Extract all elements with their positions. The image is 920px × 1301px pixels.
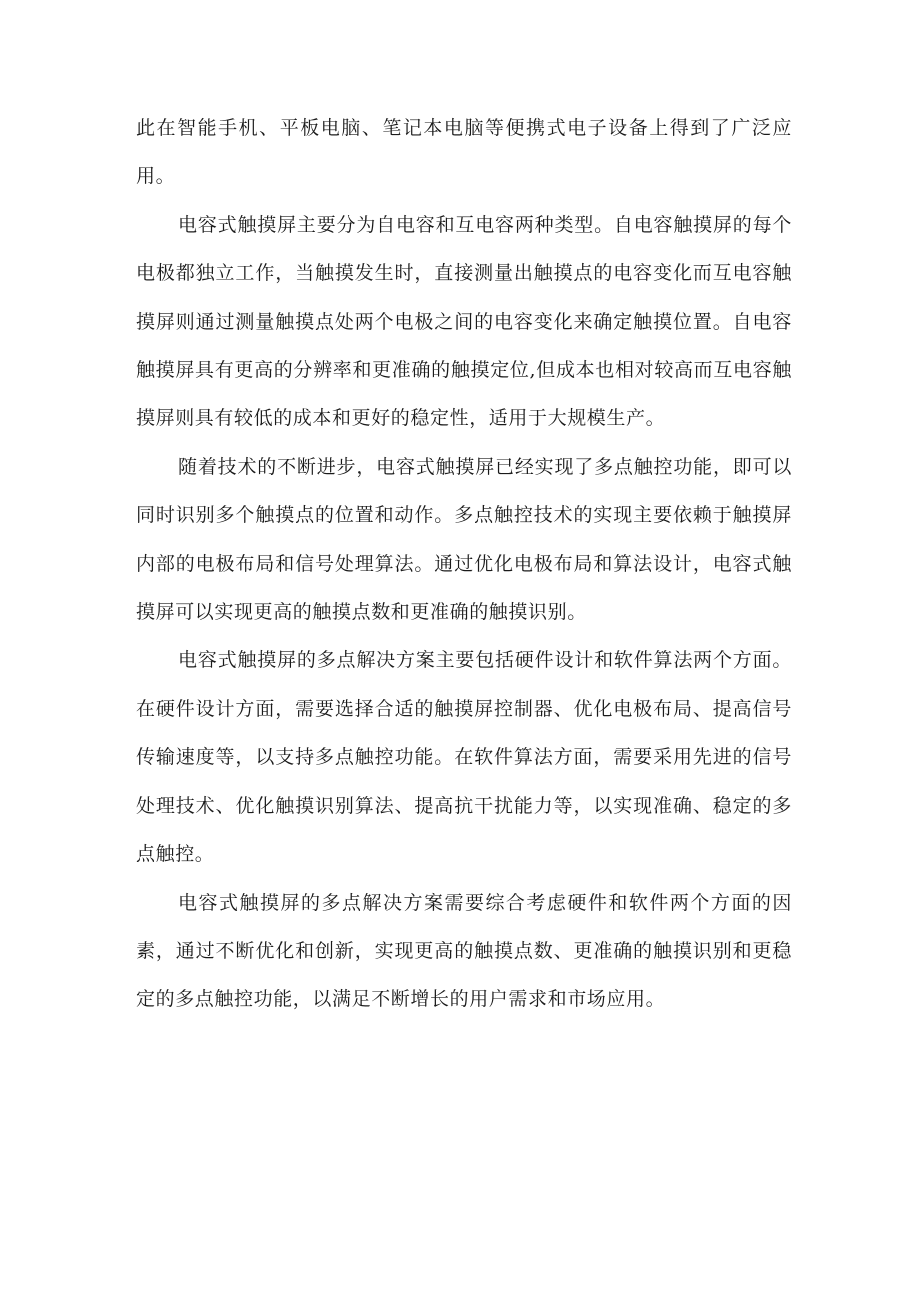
paragraph-1: 此在智能手机、平板电脑、笔记本电脑等便携式电子设备上得到了广泛应用。	[136, 117, 792, 188]
document-body	[136, 104, 792, 1024]
paragraph-2: 电容式触摸屏主要分为自电容和互电容两种类型。自电容触摸屏的每个电极都独立工作，当触摸发生时，直接测量出触摸点的电容变化而互电容触摸屏则通过测量触摸点处两个电极之间的电容变化来确定触摸位置。自电容触摸屏具有更高的分辨率和更准确的触摸定位,但成本也相对较高而互电容触摸屏则具有较低的成本和更好的稳定性，适用于大规模生产。	[136, 213, 792, 430]
paragraph-4: 电容式触摸屏的多点解决方案主要包括硬件设计和软件算法两个方面。在硬件设计方面，需要选择合适的触摸屏控制器、优化电极布局、提高信号传输速度等，以支持多点触控功能。在软件算法方面，需要采用先进的信号处理技术、优化触摸识别算法、提高抗干扰能力等，以实现准确、稳定的多点触控。	[136, 649, 792, 866]
paragraph-5: 电容式触摸屏的多点解决方案需要综合考虑硬件和软件两个方面的因素，通过不断优化和创新，实现更高的触摸点数、更准确的触摸识别和更稳定的多点触控功能，以满足不断增长的用户需求和市场应用。	[136, 891, 792, 1011]
paragraph-3: 随着技术的不断进步，电容式触摸屏已经实现了多点触控功能，即可以同时识别多个触摸点的位置和动作。多点触控技术的实现主要依赖于触摸屏内部的电极布局和信号处理算法。通过优化电极布局和算法设计，电容式触摸屏可以实现更高的触摸点数和更准确的触摸识别。	[136, 455, 792, 624]
